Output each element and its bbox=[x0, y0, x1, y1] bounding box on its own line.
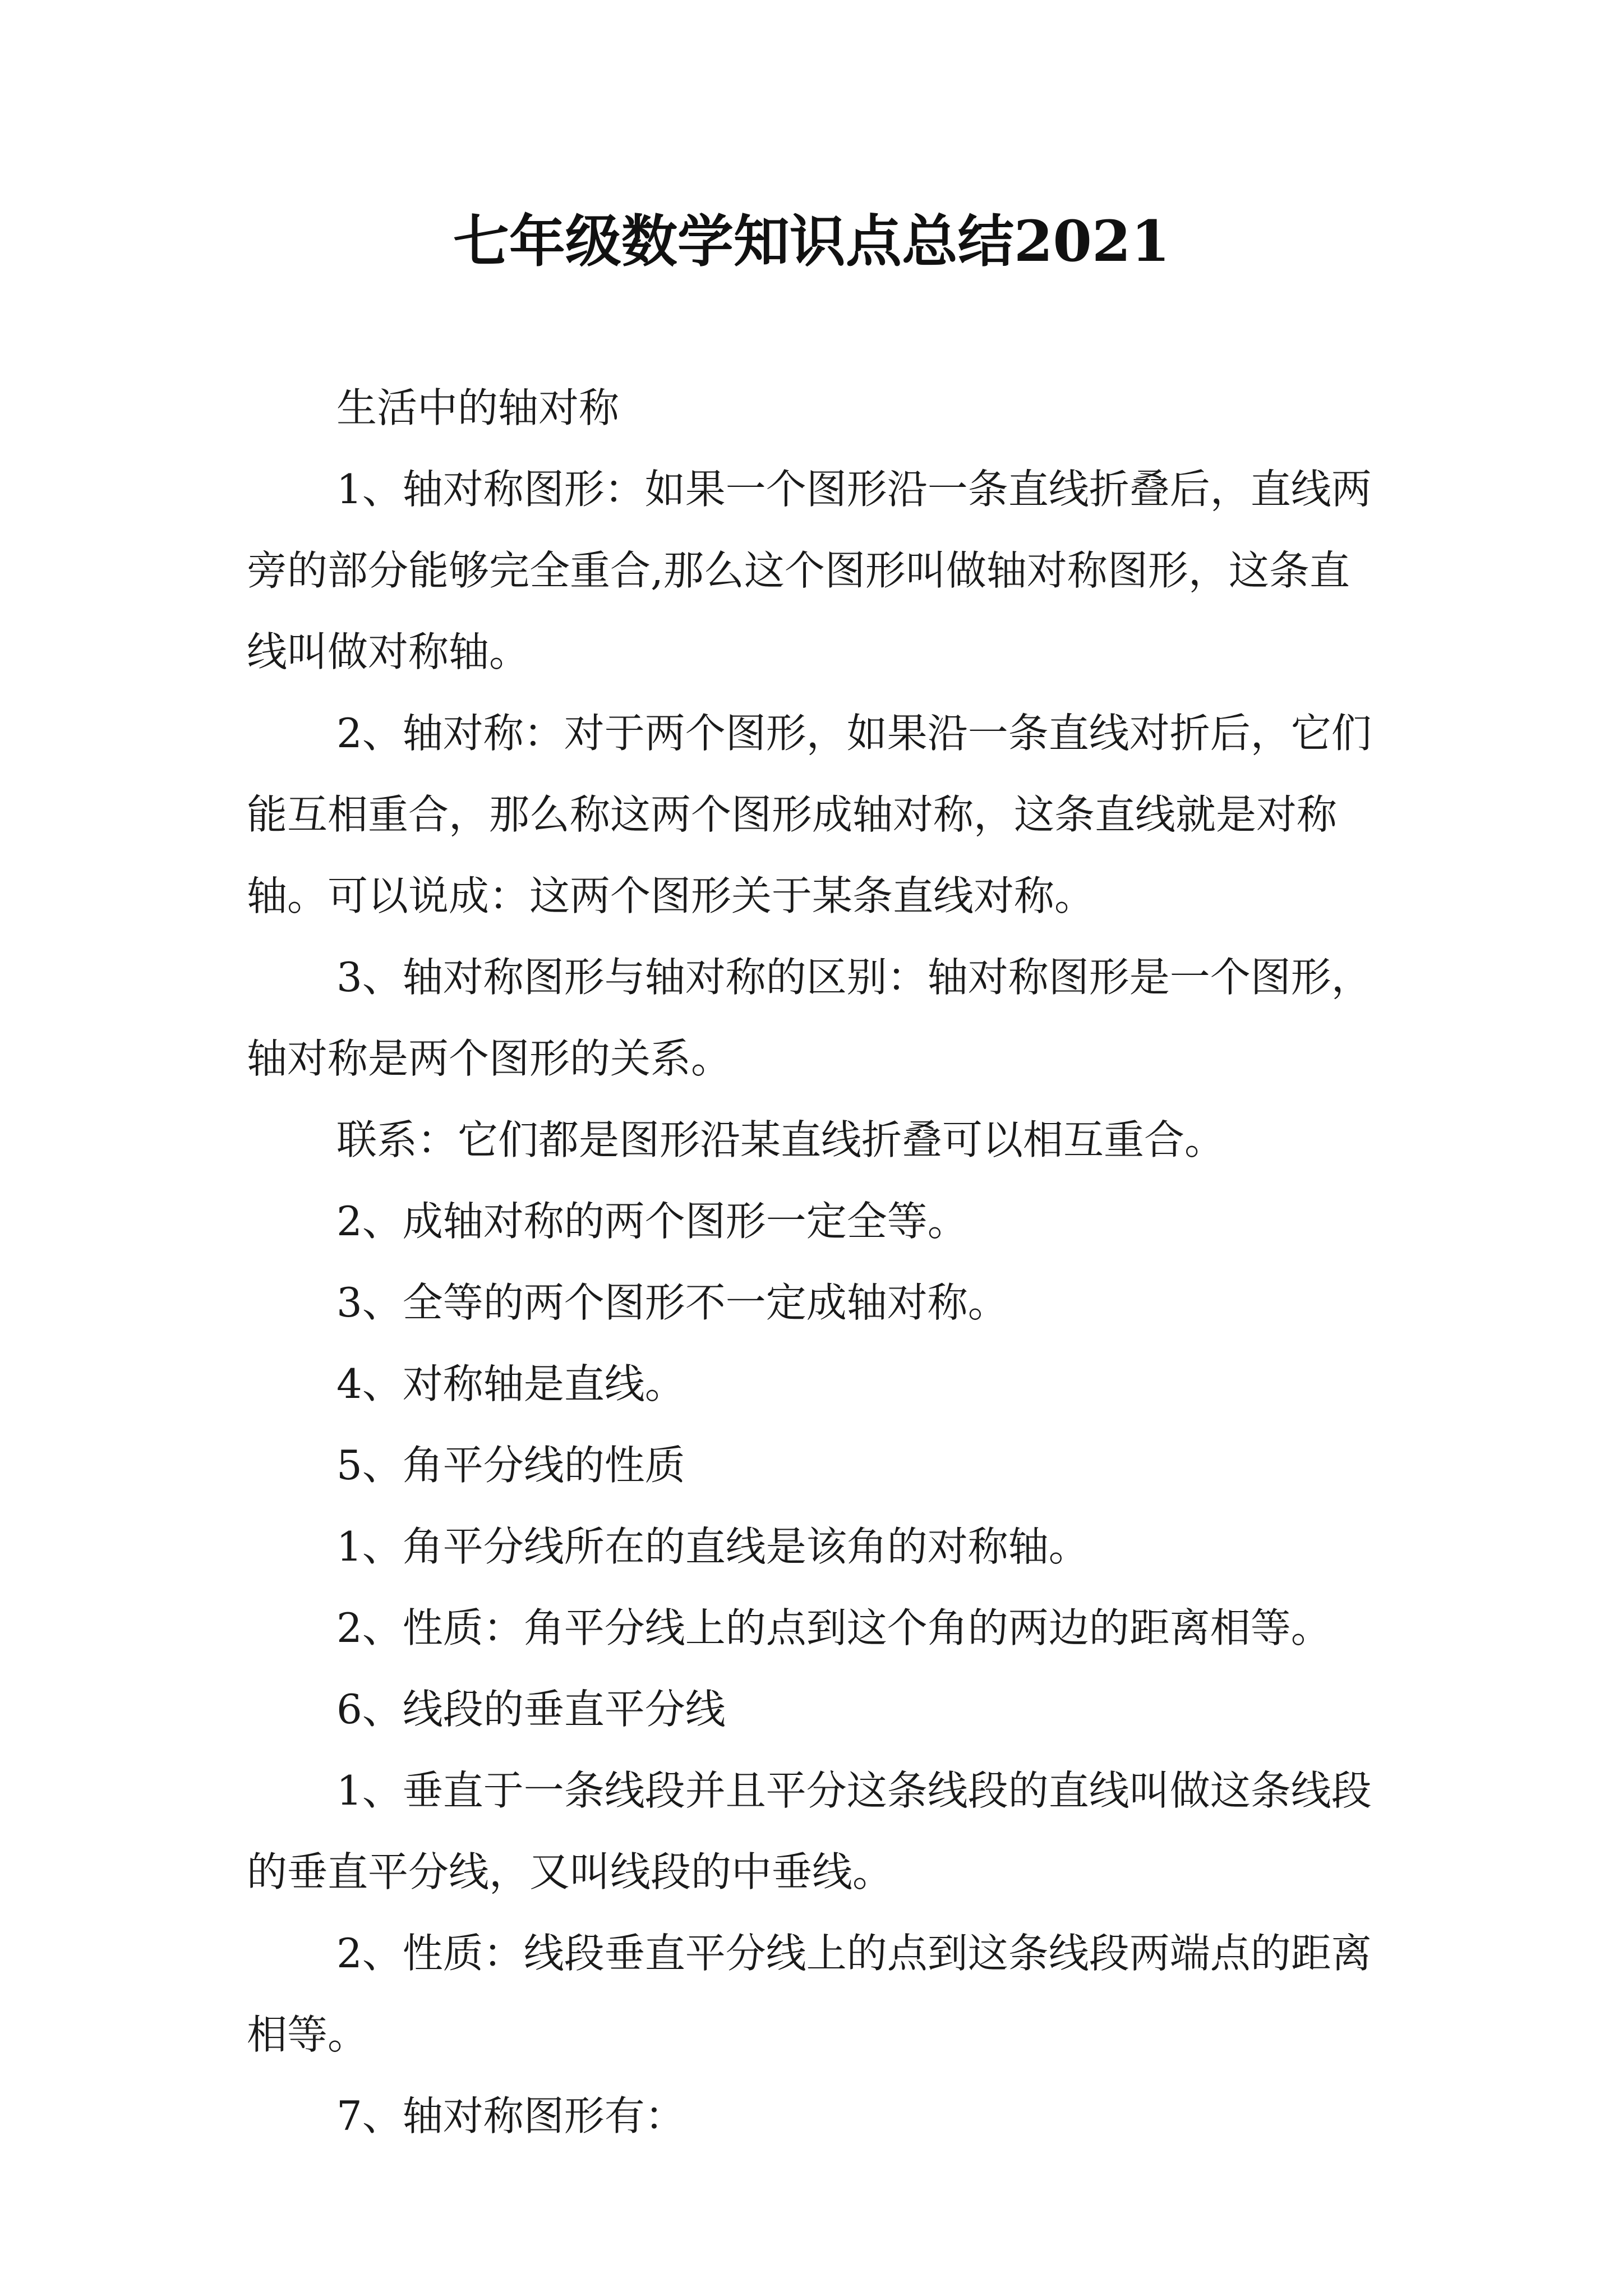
paragraph-10: 1、角平分线所在的直线是该角的对称轴。 bbox=[336, 1523, 1089, 1570]
paragraph-2: 1、轴对称图形：如果一个图形沿一条直线折叠后，直线两旁的部分能够完全重合,那么这个图形叫做轴对称图形，这条直线叫做对称轴。 bbox=[247, 466, 1372, 675]
paragraph-11: 2、性质：角平分线上的点到这个角的两边的距离相等。 bbox=[336, 1604, 1331, 1651]
paragraph-5: 联系：它们都是图形沿某直线折叠可以相互重合。 bbox=[336, 1116, 1225, 1163]
paragraph-15: 7、轴对称图形有： bbox=[336, 2092, 685, 2139]
paragraph-1: 生活中的轴对称 bbox=[336, 384, 620, 431]
document-body bbox=[247, 367, 1380, 2157]
paragraph-9: 5、角平分线的性质 bbox=[336, 1442, 685, 1489]
paragraph-13: 1、垂直于一条线段并且平分这条线段的直线叫做这条线段的垂直平分线，又叫线段的中垂线。 bbox=[247, 1767, 1372, 1895]
paragraph-4: 3、轴对称图形与轴对称的区别：轴对称图形是一个图形，轴对称是两个图形的关系。 bbox=[247, 954, 1372, 1082]
paragraph-7: 3、全等的两个图形不一定成轴对称。 bbox=[336, 1279, 1008, 1326]
paragraph-12: 6、线段的垂直平分线 bbox=[336, 1686, 726, 1733]
paragraph-8: 4、对称轴是直线。 bbox=[336, 1360, 685, 1407]
paragraph-14: 2、性质：线段垂直平分线上的点到这条线段两端点的距离相等。 bbox=[247, 1930, 1372, 2058]
paragraph-6: 2、成轴对称的两个图形一定全等。 bbox=[336, 1198, 968, 1245]
paragraph-3: 2、轴对称：对于两个图形，如果沿一条直线对折后，它们能互相重合，那么称这两个图形成轴对称，这条直线就是对称轴。可以说成：这两个图形关于某条直线对称。 bbox=[247, 710, 1372, 919]
page-title: 七年级数学知识点总结2021 bbox=[453, 208, 1170, 274]
